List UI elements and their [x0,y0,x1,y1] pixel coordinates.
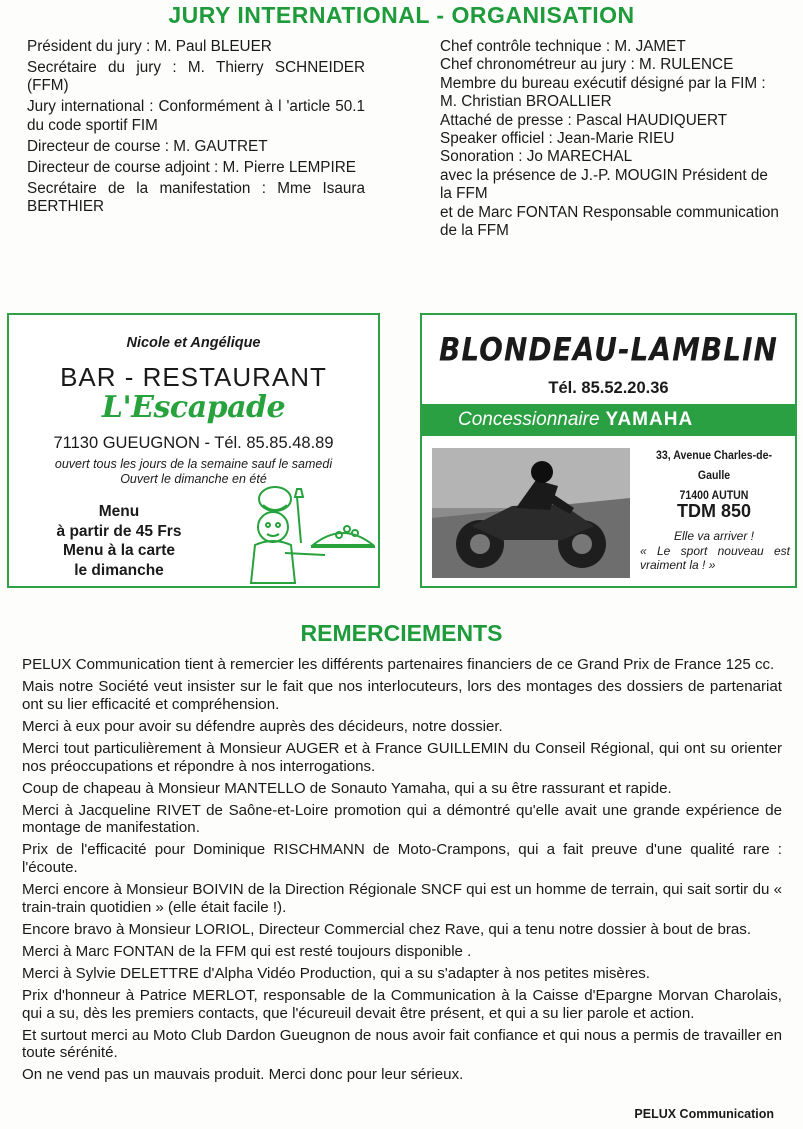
restaurant-hours-line: Ouvert le dimanche en été [120,472,267,486]
thanks-paragraph: Et surtout merci au Moto Club Dardon Gueugnon de nous avoir fait confiance et qui nous a permis de travailler en toute sérénité. [22,1026,782,1062]
jury-line: avec la présence de J.-P. MOUGIN Président de la FFM [440,166,768,203]
dealer-address [644,445,785,505]
dealer-quote: « Le sport nouveau est vraiment la ! » [640,544,790,572]
thanks-paragraph: Prix de l'efficacité pour Dominique RISCHMANN de Moto-Crampons, qui a fait preuve d'une qualité rare : l'écoute. [22,841,782,877]
thanks-paragraph: PELUX Communication tient à remercier les différents partenaires financiers de ce Grand Prix de France 125 cc. [22,656,775,673]
thanks-paragraph: Merci à eux pour avoir su défendre auprès des décideurs, notre dossier. [22,717,503,735]
thanks-paragraph: Encore bravo à Monsieur LORIOL, Directeur Commercial chez Rave, qui a tenu notre dossier à bout de bras. [22,920,752,938]
thanks-paragraph: On ne vend pas un mauvais produit. Merci donc pour leur sérieux. [22,1066,464,1084]
jury-line: Sonoration : Jo MARECHAL [440,148,633,166]
signature: PELUX Communication [634,1107,774,1121]
dealer-address-line: 33, Avenue Charles-de-Gaulle [655,448,772,482]
thanks-paragraph: Coup de chapeau à Monsieur MANTELLO de Sonauto Yamaha, qui a su être rassurant et rapide. [22,779,672,797]
jury-line: Membre du bureau exécutif désigné par la FIM : M. Christian BROALLIER [440,74,766,111]
jury-line: Jury international : Conformément à l 'article 50.1 du code sportif FIM [27,98,365,134]
thanks-paragraph: Merci à Jacqueline RIVET de Saône-et-Loire promotion qui a démontré qu'elle avait une grande expérience de montage de manifestation. [22,801,782,837]
dealer-ad [420,313,797,588]
jury-line: Chef contrôle technique : M. JAMET [440,38,686,55]
menu-line: Menu [98,503,140,520]
jury-line: Directeur de course : M. GAUTRET [27,137,268,155]
dealer-name: BLONDEAU-LAMBLIN [439,330,778,369]
dealer-model: TDM 850 [676,501,752,521]
menu-line: le dimanche [74,561,164,579]
thanks-paragraph: Prix d'honneur à Patrice MERLOT, responsable de la Communication à la Caisse d'Epargne Morvan Charolais, qui a su, dès les premiers contacts, que l'écureuil devait être présent, et qui a su lier parole et action. [22,986,782,1022]
menu-line: à partir de 45 Frs [56,522,182,540]
thanks-paragraph: Merci à Sylvie DELETTRE d'Alpha Vidéo Production, qui a su s'adapter à nos petites misères. [22,964,650,982]
jury-line: Speaker officiel : Jean-Marie RIEU [440,130,675,148]
jury-line: Attaché de presse : Pascal HAUDIQUERT [440,111,728,129]
thanks-paragraph: Merci tout particulièrement à Monsieur AUGER et à France GUILLEMIN du Conseil Régional, qui ont su orienter nos préoccupations et répondre à nos interrogations. [22,739,782,775]
restaurant-hours [9,457,378,487]
jury-line: et de Marc FONTAN Responsable communication de la FFM [440,203,779,240]
thanks-body [22,656,782,1088]
jury-line: Secrétaire de la manifestation : Mme Isaura BERTHIER [27,179,365,216]
dealer-address-line: 71400 AUTUN [679,488,749,502]
jury-title: JURY INTERNATIONAL - ORGANISATION [168,2,635,28]
dealer-brand: YAMAHA [605,409,694,430]
restaurant-name: L'Escapade [101,390,286,425]
chef-illustration [215,485,375,585]
dealer-band [422,404,795,436]
jury-line: Directeur de course adjoint : M. Pierre LEMPIRE [27,158,357,176]
jury-right-column [440,38,780,240]
jury-left-column [27,38,365,219]
dealer-tagline: Elle va arriver ! [673,529,755,543]
jury-line: Secrétaire du jury : M. Thierry SCHNEIDER (FFM) [27,59,365,95]
menu-line: Menu à la carte [63,542,175,559]
restaurant-address: 71130 GUEUGNON - Tél. 85.85.48.89 [53,434,334,452]
thanks-paragraph: Merci encore à Monsieur BOIVIN de la Direction Régionale SNCF qui est un homme de terrain, qui sait sortir du « train-train quotidien » (elle était facile !). [22,881,782,916]
thanks-title: REMERCIEMENTS [300,620,503,646]
jury-line: Président du jury : M. Paul BLEUER [27,38,272,55]
restaurant-owners: Nicole et Angélique [126,335,261,351]
restaurant-ad [7,313,380,588]
restaurant-hours-line: ouvert tous les jours de la semaine sauf le samedi [54,457,333,471]
jury-line: Chef chronométreur au jury : M. RULENCE [440,56,734,74]
restaurant-menu [33,502,205,580]
restaurant-type: BAR - RESTAURANT [60,362,327,392]
dealer-band-label: Concessionnaire [458,409,600,430]
thanks-paragraph: Merci à Marc FONTAN de la FFM qui est resté toujours disponible . [22,942,472,960]
motorcycle-photo [432,448,630,578]
thanks-paragraph: Mais notre Société veut insister sur le fait que nos interlocuteurs, lors des montages des dossiers de partenariat ont su lier efficacité et compréhension. [22,677,782,713]
dealer-phone: Tél. 85.52.20.36 [548,379,669,397]
